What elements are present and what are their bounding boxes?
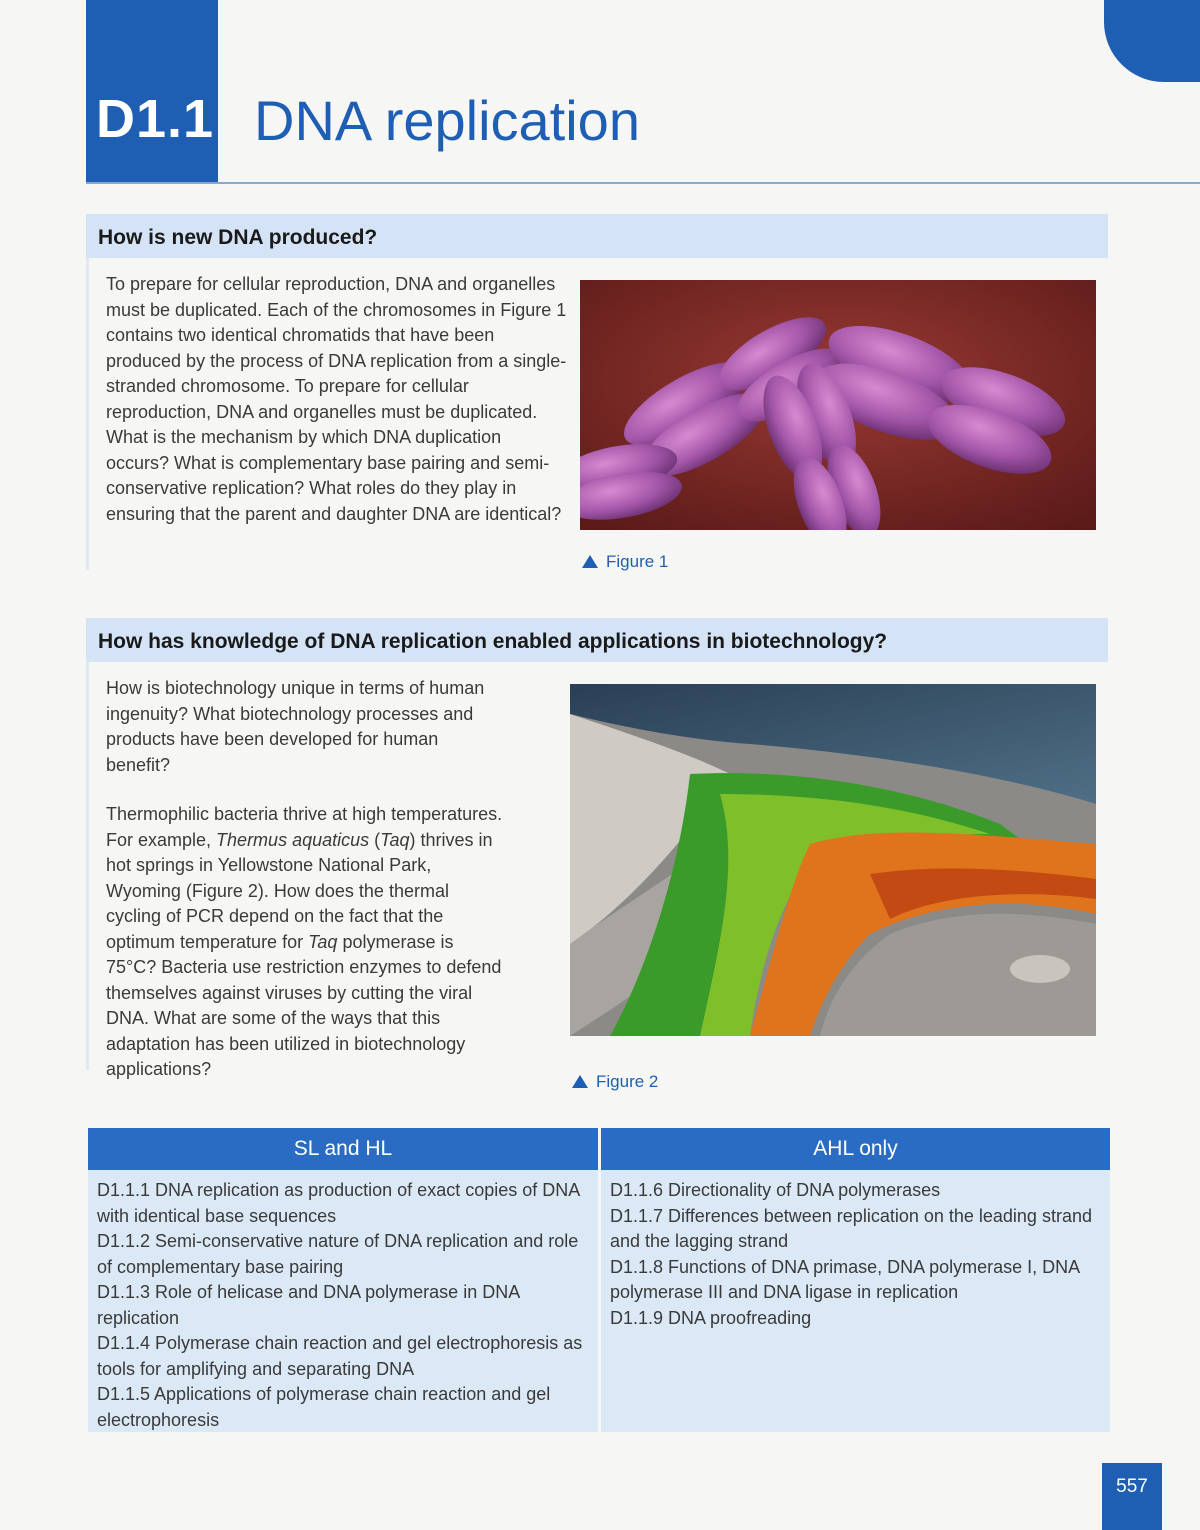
ahl-header: AHL only [601,1128,1110,1170]
header-rule [86,182,1200,184]
chapter-title: DNA replication [254,89,640,152]
objective-item: D1.1.9 DNA proofreading [610,1307,812,1328]
p2-text-4: polymerase is 75°C? Bacteria use restriction enzymes to defend themselves against viruses by cutting the viral DNA. What are some of the ways that this adaptation has been utilized in biotechnology applications? [106,931,502,1079]
ahl-column [601,1128,1110,1331]
sl-hl-list [88,1170,598,1433]
objective-item: D1.1.6 Directionality of DNA polymerases [610,1180,941,1200]
p2-species-name: Thermus aquaticus [216,829,370,850]
p2-text-2: ( [369,829,381,850]
objectives-table [88,1128,1110,1432]
section-2-bar [86,618,1108,662]
figure-2-image [570,684,1096,1036]
objective-item: D1.1.4 Polymerase chain reaction and gel electrophoresis as tools for amplifying and separating DNA [97,1333,583,1379]
section-2-heading: How has knowledge of DNA replication enabled applications in biotechnology? [98,630,888,653]
page-number: 557 [1102,1463,1162,1530]
objective-item: D1.1.7 Differences between replication on the leading strand and the lagging strand [610,1205,1092,1251]
p2-text-1: Thermophilic bacteria thrive at high temperatures. For example, [106,804,503,850]
chapter-code: D1.1 [96,89,215,149]
objective-item: D1.1.2 Semi-conservative nature of DNA replication and role of complementary base pairing [97,1231,579,1277]
section-1-bar [86,214,1108,258]
figure-2-label: Figure 2 [596,1072,659,1091]
figure-1-caption [582,552,668,572]
section-2-paragraph-2 [106,802,506,1083]
ahl-list [601,1170,1110,1331]
objective-item: D1.1.5 Applications of polymerase chain reaction and gel electrophoresis [97,1384,551,1430]
figure-1-label: Figure 1 [606,552,669,571]
section-1-edge [86,258,89,570]
section-1-text [106,272,568,551]
p2-taq-abbrev: Taq [380,829,410,850]
section-2-edge [86,662,89,1070]
corner-tab [1104,0,1200,82]
section-2-text [106,676,506,1107]
section-2-paragraph-1: How is biotechnology unique in terms of human ingenuity? What biotechnology processes and products have been developed for human benefit? [106,678,485,775]
triangle-icon [582,555,598,568]
objective-item: D1.1.3 Role of helicase and DNA polymerase in DNA replication [97,1282,520,1328]
objective-item: D1.1.8 Functions of DNA primase, DNA polymerase I, DNA polymerase III and DNA ligase in replication [610,1256,1080,1302]
p2-text-3: ) thrives in hot springs in Yellowstone National Park, Wyoming (Figure 2). How does the thermal cycling of PCR depend on the fact that the optimum temperature for [106,829,493,952]
section-1-paragraph: To prepare for cellular reproduction, DNA and organelles must be duplicated. Each of the chromosomes in Figure 1 contains two identical chromatids that have been produced by the process of DNA replication from a single-stranded chromosome. To prepare for cellular reproduction, DNA and organelles must be duplicated. What is the mechanism by which DNA duplication occurs? What is complementary base pairing and semi-conservative replication? What roles do they play in ensuring that the parent and daughter DNA are identical? [106,274,567,524]
p2-taq-abbrev-2: Taq [308,931,338,952]
figure-1-image [580,280,1096,530]
sl-hl-column [88,1128,598,1433]
section-1-heading: How is new DNA produced? [98,226,378,249]
objective-item: D1.1.1 DNA replication as production of exact copies of DNA with identical base sequences [97,1180,580,1226]
triangle-icon [572,1075,588,1088]
sl-hl-header: SL and HL [88,1128,598,1170]
figure-2-caption [572,1072,658,1092]
